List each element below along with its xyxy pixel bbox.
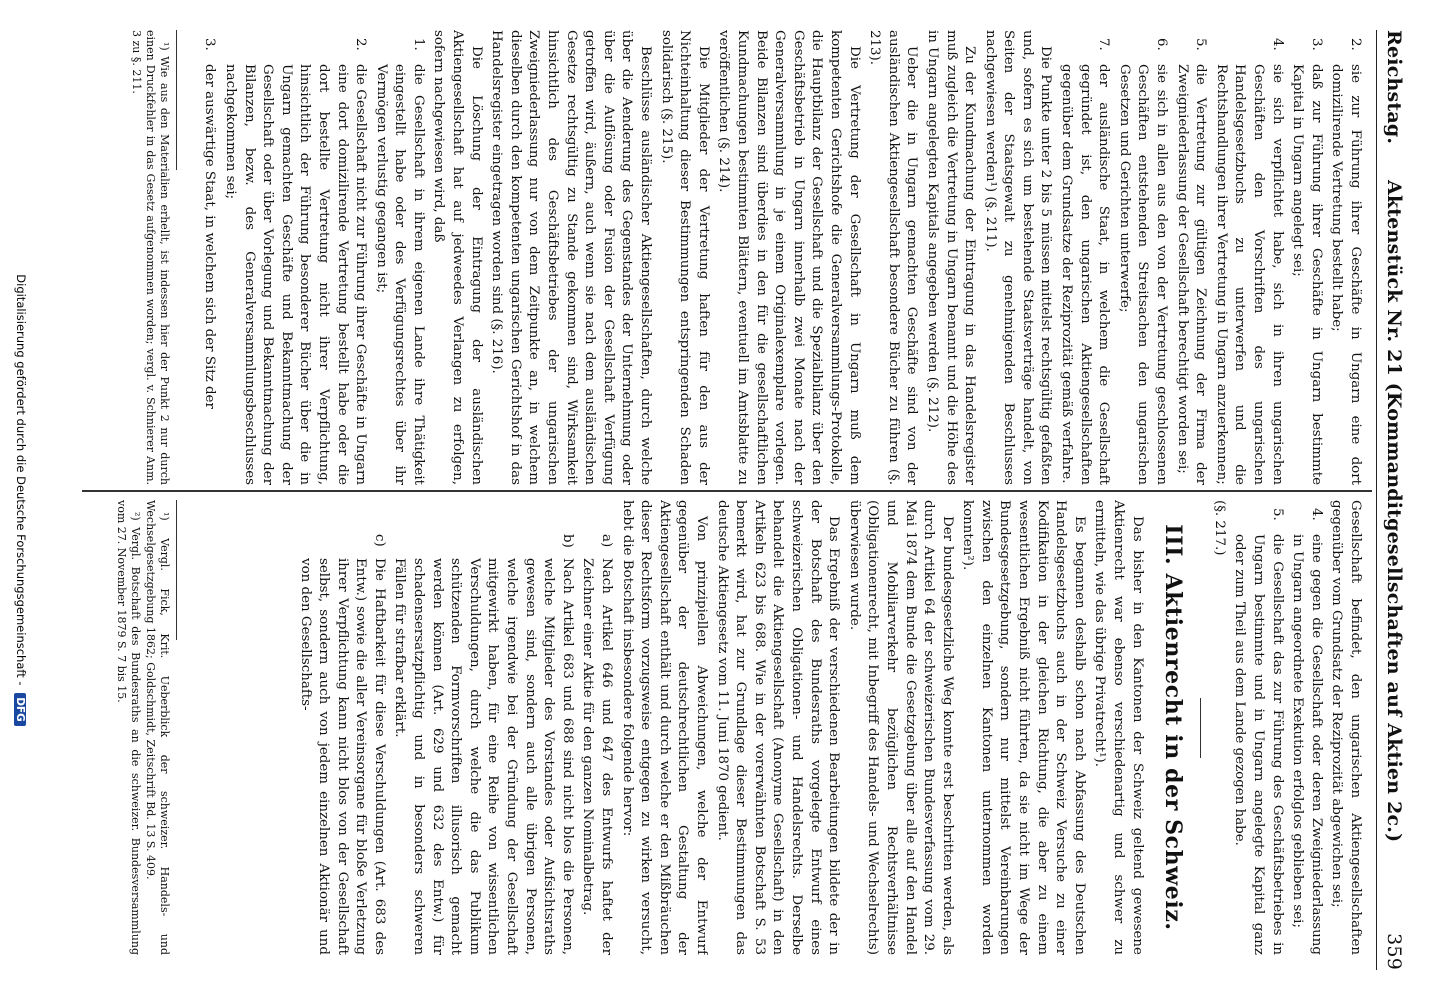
section-reference: (§. 217.) xyxy=(1211,500,1227,556)
list-item xyxy=(220,30,369,485)
item-number: 5. xyxy=(1193,38,1209,51)
body-paragraph: Der bundesgesetzliche Weg konnte erst beschritten werden, als durch Artikel 64 der schweizerischen Bundesverfassung vom 29. Mai 1874 dem Bunde die Gesetzgebung über alle auf den Handel und Mobiliarverkehr bezüglichen Rechtsverhältnisse (Obligationenrecht, mit Inbegriff des Handels- und Wechselrechts) überwiesen wurde. xyxy=(846,500,955,955)
left-footnotes xyxy=(128,30,177,485)
item-number: a) xyxy=(599,534,615,548)
body-paragraph: Ueber die in Ungarn gemachten Geschäfte sind von der ausländischen Aktiengesellschaft besondere Bücher zu führen (§. 213). xyxy=(867,30,920,485)
list-item xyxy=(371,30,427,485)
footnote: ¹) Wie aus den Materialien erhellt, ist indessen hier der Punkt 2 nur durch einen Druckfehler in das Gesetz aufgenommen worden; vergl. v. Schnierer Anm. 3 zu §. 211. xyxy=(130,30,171,485)
item-number: 3. xyxy=(1308,38,1324,51)
list-item xyxy=(390,500,576,955)
header-left: Reichstag. xyxy=(1383,30,1405,145)
footnote: ²) Vergl. Botschaft des Bundesraths an die schweizer. Bundesversammlung vom 27. November 1879 S. 7 bis 15. xyxy=(115,500,142,955)
body-paragraph: Das Ergebniß der verschiedenen Bearbeitungen bildete der in der Botschaft des Bundesraths vorgelegte Entwurf eines schweizerischen Obligationen- und Handelsrechts. Derselbe behandelt die Aktiengesellschaft (Anonyme Gesellschaft) in den Artikeln 623 bis 688. Wie in der vorerwähnten Botschaft S. 53 bemerkt wird, hat zur Grundlage dieser Bestimmungen das deutsche Aktiengesetz vom 11. Juni 1870 gedient. xyxy=(714,500,842,955)
right-footnotes xyxy=(113,500,177,955)
body-paragraph: Es begannen deshalb schon nach Abfassung des Deutschen Handelsgesetzbuchs auch in der Schweiz Versuche zu einer Kodifikation in der gleichen Richtung, die aber zu einem wesentlichen Ergebniß nicht führten, da sie nicht im Wege der Bundesgesetzgebung, sondern nur mittelst Vereinbarungen zwischen den einzelnen Kantonen unternommen worden konnten²). xyxy=(960,500,1087,955)
item-number: 4. xyxy=(1269,38,1285,51)
item-text: die Gesellschaft das zur Führung des Geschäftsbetriebes in Ungarn bestimmte und in Ungarn angelegte Kapital ganz oder zum Theil aus dem Lande gezogen habe. xyxy=(1232,534,1285,955)
body-paragraph: Das bisher in den Kantonen der Schweiz geltend gewesene Aktienrecht war ebenso verschiedenartig und schwer zu ermitteln, wie das übrige Privatrecht¹). xyxy=(1092,500,1145,955)
item-text: die Vertretung zur gültigen Zeichnung der Firma der Zweigniederlassung der Gesellschaft berechtigt worden sei; xyxy=(1174,64,1209,485)
body-paragraph: Zu der Kundmachung der Eintragung in das Handelsregister muß zugleich die Vertretung in Ungarn benannt und die Höhe des in Ungarn angelegten Kapitals angegeben werden (§. 212). xyxy=(924,30,978,485)
item-text: Nach Artikel 683 und 688 sind nicht blos die Personen, welche Mitglieder des Vorstandes oder Aufsichtsraths gewesen sind, sondern auch alle übrigen Personen, welche irgendwie bei der Gründung der Gesellschaft mitgewirkt haben, für eine Reihe von wissentlichen Verschuldungen, durch welche die das Publikum schützenden Formvorschriften illusorisch gemacht werden können (Art. 629 und 632 des Entw.) für schadensersatzpflichtig und in besonders schweren Fällen für strafbar erklärt. xyxy=(392,558,575,955)
item-text: daß zur Führung ihrer Geschäfte in Ungarn bestimmte Kapital in Ungarn angelegt sei; xyxy=(1290,64,1324,485)
item-number: b) xyxy=(559,534,575,548)
item-text: der ausländische Staat, in welchem die Gesellschaft gegründet ist, den ungarischen Aktiengesellschaften gegenüber dem Grundsatze der Reziprozität gemäß verfahre. xyxy=(1059,64,1112,485)
item-text: Die Haftbarkeit für diese Verschuldungen (Art. 683 des Entw.) sowie die aller Vereinsorgane für bloße Verletzung ihrer Verpflichtung kann nicht blos von der Gesellschaft selbst, sondern auch von jedem einzelnen Aktionär und von den Gesellschafts- xyxy=(297,558,387,955)
body-paragraph: Die Vertretung der Gesellschaft in Ungarn muß dem kompetenten Gerichtshofe die Generalversammlungs-Protokolle, die Hauptbilanz der Gesellschaft und die Spezialbilanz über den Geschäftsbetrieb in Ungarn innerhalb zwei Monate nach der Generalversammlung in je einem Originalexemplare vorlegen. Beide Bilanzen sind überdies in den für die gesellschaftlichen Kundmachungen bestimmten Blättern, eventuell im Amtsblatte zu veröffentlichen (§. 214). xyxy=(716,30,862,485)
body-paragraph: Die Mitglieder der Vertretung haften für den aus der Nichteinhaltung dieser Bestimmungen entspringenden Schaden solidarisch (§. 215). xyxy=(658,30,711,485)
list-item xyxy=(1172,30,1209,485)
item-text: sie sich verpflichtet habe, sich in ihren ungarischen Geschäften den Vorschriften des ungarischen Handelsgesetzbuchs zu unterwerfen und die Rechtshandlungen ihrer Vertretung in Ungarn anzuerkennen; xyxy=(1213,64,1285,485)
item-number: c) xyxy=(371,534,387,547)
list-item xyxy=(1230,500,1286,955)
list-item xyxy=(1114,30,1170,485)
footnote-rule xyxy=(176,500,177,640)
body-paragraph: Von prinzipiellen Abweichungen, welche der Entwurf gegenüber der deutschrechtlichen Gestaltung der Aktiengesellschaft enthält und durch welche er den Mißbräuchen dieser Rechtsform vorzugsweise entgegen zu wirken versucht, hebt die Botschaft insbesondere folgende hervor: xyxy=(619,500,709,955)
item-text: eine gegen die Gesellschaft oder deren Zweigniederlassung in Ungarn angeordnete Exekution erfolglos geblieben sei; xyxy=(1290,534,1324,955)
item-number: 2. xyxy=(1348,38,1363,51)
item-text: sie sich in allen aus den von der Vertretung geschlossenen Geschäften entstehenden Streitsachen den ungarischen Gesetzen und Gerichten unterwerfe; xyxy=(1116,64,1170,485)
list-item xyxy=(1288,500,1325,955)
item-number: 1. xyxy=(410,38,426,51)
item-number: 2. xyxy=(353,38,369,51)
item-text: die Gesellschaft in ihrem eigenen Lande ihre Thätigkeit eingestellt habe oder des Verfügungsrechtes über ihr Vermögen verlustig gegangen ist; xyxy=(373,64,426,485)
credit-text: Digitalisierung gefördert durch die Deutsche Forschungsgemeinschaft - xyxy=(14,274,28,686)
item-number: 5. xyxy=(1269,508,1285,521)
column-divider xyxy=(82,490,1372,492)
dfg-logo: DFG xyxy=(14,693,26,726)
page-number: 359 xyxy=(1383,933,1405,970)
list-item xyxy=(1288,30,1325,485)
item-text: die Gesellschaft nicht zur Führung ihrer Geschäfte in Ungarn eine dort domizilirende Vertretung bestellt habe oder die dort bestellte Vertretung nicht ihrer Verpflichtung, hinsichtlich der Führung besonderer Bücher über die in Ungarn gemachten Geschäfte und Bekanntmachung der Gesellschaft oder über Vorlegung und Bekanntmachung der Bilanzen, bezw. des Generalversammlungsbeschlusses nachgekommen sei; xyxy=(222,64,369,485)
body-paragraph: Beschlüsse ausländischer Aktiengesellschaften, durch welche über die Aenderung des Gegenstandes der Unternehmung oder über die Auflösung oder Fusion der Gesellschaft Verfügung getroffen wird, äußern, auch wenn sie nach dem ausländischen Gesetze rechtsgültig zu Stande gekommen sind, Wirksamkeit hinsichtlich des Geschäftsbetriebes der ungarischen Zweigniederlassung nur von dem Zeitpunkte an, in welchem dieselben durch den kompetenten ungarischen Gerichtshof in das Handelsregister eingetragen worden sind (§. 216). xyxy=(489,30,654,485)
list-item xyxy=(1211,30,1285,485)
list-item xyxy=(1057,30,1113,485)
item-number: 3. xyxy=(202,38,218,51)
item-number: 6. xyxy=(1154,38,1170,51)
footnote-rule xyxy=(176,30,177,170)
item-text: Nach Artikel 646 und 647 des Entwurfs haftet der Zeichner einer Aktie für den ganzen Nominalbetrag. xyxy=(580,558,615,955)
header-title: Aktenstück Nr. 21 (Kommanditgesellschaften auf Aktien 2c.) xyxy=(1383,180,1405,843)
section-divider xyxy=(1200,698,1201,758)
item-text: sie zur Führung ihrer Geschäfte in Ungarn eine dort domizilirende Vertretung bestellt habe; xyxy=(1329,64,1363,485)
list-item xyxy=(295,500,388,955)
section-title: III. Aktienrecht in der Schweiz. xyxy=(1160,524,1187,931)
body-paragraph: Die Punkte unter 2 bis 5 müssen mittelst rechtsgültig gefaßten und, sofern es sich um bestehende Staatsverträge handelt, von Seiten der Staatsgewalt zu genehmigenden Beschlusses nachgewiesen werden¹) (§. 211). xyxy=(982,30,1054,485)
list-item xyxy=(1327,30,1364,485)
list-item xyxy=(578,500,615,955)
item-text: der auswärtige Staat, in welchem sich der Sitz der xyxy=(202,64,218,409)
body-paragraph: Gesellschaft befindet, den ungarischen Aktiengesellschaften gegenüber vom Grundsatz der Reziprozität abgewichen sei; xyxy=(1329,500,1363,955)
digitization-credit xyxy=(8,0,28,1000)
footnote: ¹) Vergl. Fick, Krit. Ueberblick der schweizer. Handels- und Wechselgesetzgebung 1862; Goldschmidt, Zeitschrift Bd. 13 S. 409. xyxy=(144,500,171,955)
item-number: 4. xyxy=(1308,508,1324,521)
running-header xyxy=(1376,30,1407,970)
body-paragraph: Die Löschung der Eintragung der ausländischen Aktiengesellschaft hat auf jedweedes Verlangen zu erfolgen, sofern nachgewiesen wird, daß xyxy=(431,30,484,485)
left-column xyxy=(184,30,1364,485)
list-item xyxy=(200,30,219,485)
right-column xyxy=(184,500,1364,955)
item-number: 7. xyxy=(1096,38,1112,51)
